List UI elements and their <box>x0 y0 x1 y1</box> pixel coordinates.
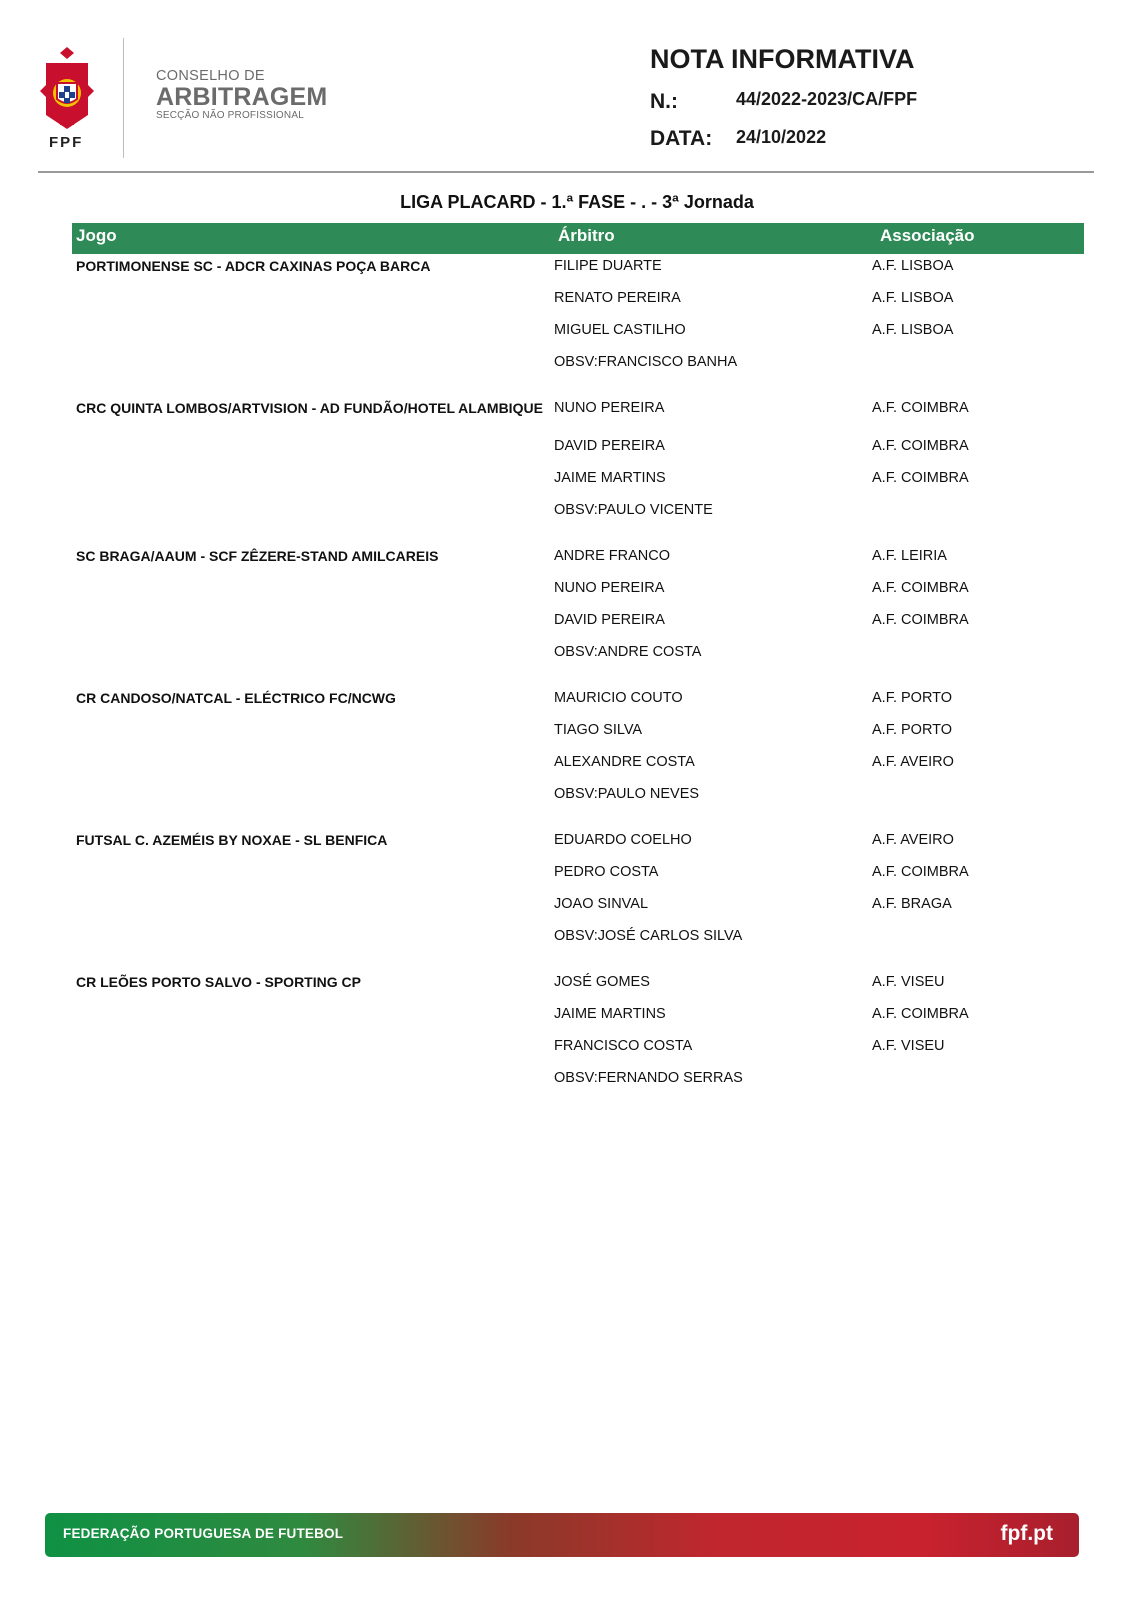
date-label: DATA: <box>650 127 713 150</box>
referee-name: ANDRE FRANCO <box>554 548 671 564</box>
match-name: FUTSAL C. AZEMÉIS BY NOXAE - SL BENFICA <box>76 832 388 848</box>
referee-name: JAIME MARTINS <box>554 1006 666 1022</box>
referee-name: NUNO PEREIRA <box>554 400 665 416</box>
referee-name: FRANCISCO COSTA <box>554 1038 693 1054</box>
referee-name: PEDRO COSTA <box>554 864 659 880</box>
referee-name: RENATO PEREIRA <box>554 290 681 306</box>
association-name: A.F. AVEIRO <box>872 832 954 848</box>
referee-name: MIGUEL CASTILHO <box>554 322 686 338</box>
table-row <box>72 686 1084 814</box>
association-list <box>868 254 1084 382</box>
header-rule <box>38 171 1094 173</box>
association-name: A.F. VISEU <box>872 974 945 990</box>
number-label: N.: <box>650 90 678 113</box>
observer-name: OBSV:PAULO VICENTE <box>554 502 713 518</box>
org-line-3: SECÇÃO NÃO PROFISSIONAL <box>156 110 304 121</box>
number-value: 44/2022-2023/CA/FPF <box>736 89 918 109</box>
referee-name: NUNO PEREIRA <box>554 580 665 596</box>
association-name: A.F. VISEU <box>872 1038 945 1054</box>
association-name: A.F. COIMBRA <box>872 864 969 880</box>
site-link[interactable]: fpf.pt <box>1000 1522 1053 1545</box>
association-name: A.F. PORTO <box>872 722 953 738</box>
association-list <box>868 970 1084 1098</box>
referee-name: JAIME MARTINS <box>554 470 666 486</box>
referee-list <box>550 254 868 382</box>
federation-name: FEDERAÇÃO PORTUGUESA DE FUTEBOL <box>63 1526 344 1541</box>
association-name: A.F. COIMBRA <box>872 438 969 454</box>
association-name: A.F. COIMBRA <box>872 580 969 596</box>
referee-name: FILIPE DUARTE <box>554 258 662 274</box>
header-arbitro: Árbitro <box>558 226 615 245</box>
association-name: A.F. LISBOA <box>872 258 954 274</box>
association-name: A.F. LISBOA <box>872 322 954 338</box>
referee-name: JOSÉ GOMES <box>554 974 650 990</box>
competition-title: LIGA PLACARD - 1.ª FASE - . - 3ª Jornada <box>400 192 754 212</box>
association-name: A.F. COIMBRA <box>872 400 969 416</box>
referee-list <box>550 396 868 530</box>
referee-name: DAVID PEREIRA <box>554 612 665 628</box>
org-line-2: ARBITRAGEM <box>156 83 328 111</box>
footer-banner <box>45 1513 1079 1557</box>
observer-name: OBSV:FRANCISCO BANHA <box>554 354 738 370</box>
org-line-1: CONSELHO DE <box>156 68 265 84</box>
fpf-label: FPF <box>49 134 84 151</box>
referee-list <box>550 544 868 672</box>
document-title: NOTA INFORMATIVA <box>650 44 915 74</box>
table-row <box>72 544 1084 672</box>
referee-name: DAVID PEREIRA <box>554 438 665 454</box>
header-divider <box>123 38 124 158</box>
association-name: A.F. BRAGA <box>872 896 952 912</box>
table-row <box>72 828 1084 956</box>
association-list <box>868 828 1084 956</box>
association-list <box>868 686 1084 814</box>
date-value: 24/10/2022 <box>736 127 827 147</box>
association-list <box>868 396 1084 530</box>
referee-list <box>550 686 868 814</box>
association-list <box>868 544 1084 672</box>
association-name: A.F. LEIRIA <box>872 548 947 564</box>
referee-list <box>550 828 868 956</box>
association-name: A.F. COIMBRA <box>872 470 969 486</box>
referee-name: JOAO SINVAL <box>554 896 649 912</box>
appointments-table <box>72 223 1084 1112</box>
referee-name: EDUARDO COELHO <box>554 832 692 848</box>
match-name: CR CANDOSO/NATCAL - ELÉCTRICO FC/NCWG <box>76 690 396 706</box>
table-row <box>72 396 1084 530</box>
observer-name: OBSV:FERNANDO SERRAS <box>554 1070 743 1086</box>
match-name: CR LEÕES PORTO SALVO - SPORTING CP <box>76 974 361 990</box>
association-name: A.F. COIMBRA <box>872 612 969 628</box>
match-name: CRC QUINTA LOMBOS/ARTVISION - AD FUNDÃO/HOTEL ALAMBIQUE <box>76 400 543 416</box>
association-name: A.F. COIMBRA <box>872 1006 969 1022</box>
association-name: A.F. PORTO <box>872 690 953 706</box>
referee-name: MAURICIO COUTO <box>554 690 683 706</box>
referee-list <box>550 970 868 1098</box>
observer-name: OBSV:JOSÉ CARLOS SILVA <box>554 928 743 944</box>
header-jogo: Jogo <box>76 226 117 245</box>
association-name: A.F. AVEIRO <box>872 754 954 770</box>
org-name <box>156 68 327 121</box>
table-row <box>72 254 1084 382</box>
table-header <box>72 223 1084 254</box>
match-name: SC BRAGA/AAUM - SCF ZÊZERE-STAND AMILCAREIS <box>76 548 439 564</box>
referee-name: TIAGO SILVA <box>554 722 643 738</box>
table-row <box>72 970 1084 1098</box>
match-name: PORTIMONENSE SC - ADCR CAXINAS POÇA BARCA <box>76 258 431 274</box>
observer-name: OBSV:PAULO NEVES <box>554 786 700 802</box>
referee-name: ALEXANDRE COSTA <box>554 754 695 770</box>
observer-name: OBSV:ANDRE COSTA <box>554 644 702 660</box>
header-associacao: Associação <box>880 226 975 245</box>
association-name: A.F. LISBOA <box>872 290 954 306</box>
